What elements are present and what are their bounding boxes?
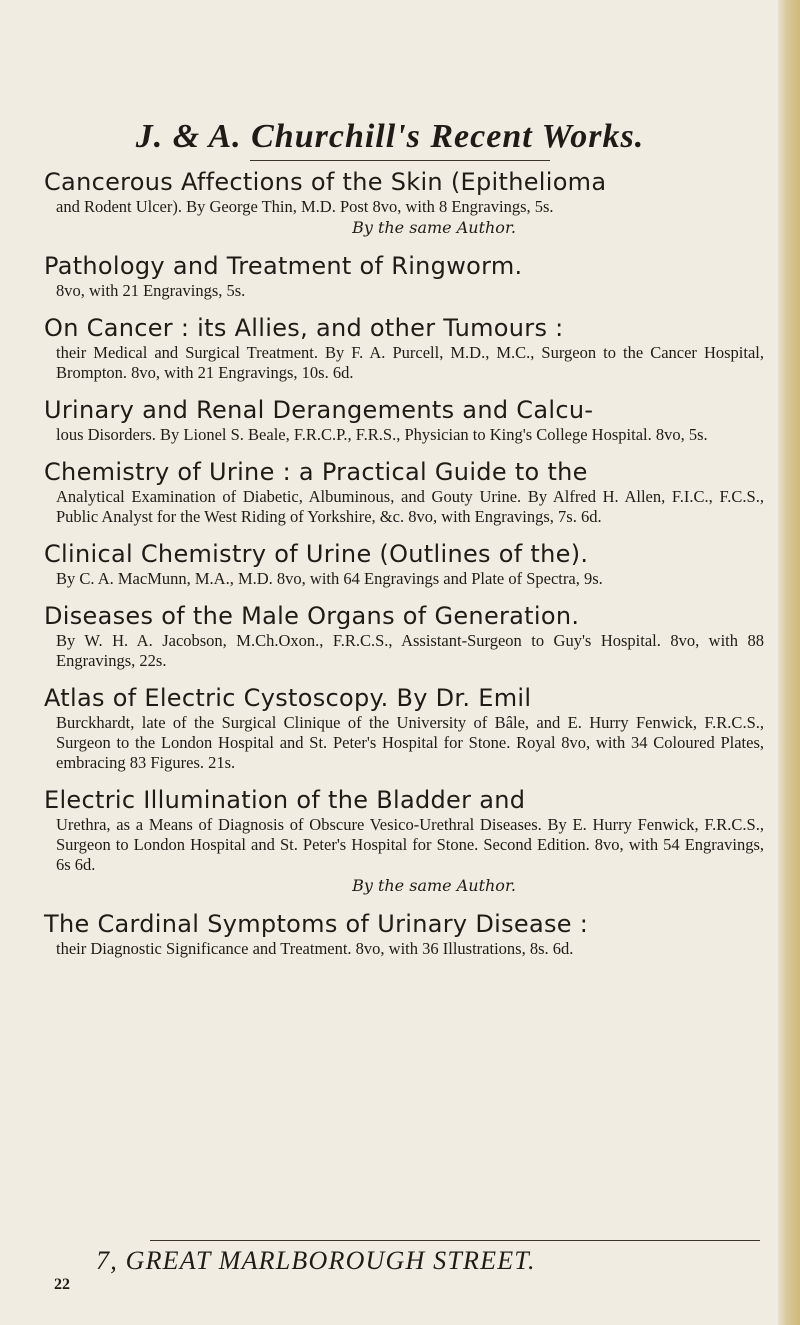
book-title: Diseases of the Male Organs of Generation. [44, 602, 580, 630]
publisher-address: 7, GREAT MARLBOROUGH STREET. [96, 1246, 536, 1275]
book-entry [44, 314, 764, 383]
book-title: Clinical Chemistry of Urine (Outlines of the). [44, 540, 589, 568]
book-entry [44, 786, 764, 897]
book-description: Burckhardt, late of the Surgical Clinique of the University of Bâle, and E. Hurry Fenwick, F.R.C.S., Surgeon to the London Hospital and St. Peter's Hospital for Stone. Royal 8vo, with 34 Coloured Plates, embracing 83 Figures. 21s. [56, 713, 764, 772]
book-description: 8vo, with 21 Engravings, 5s. [56, 281, 246, 300]
book-description: By W. H. A. Jacobson, M.Ch.Oxon., F.R.C.S., Assistant-Surgeon to Guy's Hospital. 8vo, with 88 Engravings, 22s. [56, 631, 764, 670]
book-title: Cancerous Affections of the Skin (Epithelioma [44, 168, 607, 196]
book-description: lous Disorders. By Lionel S. Beale, F.R.C.P., F.R.S., Physician to King's College Hospital. 8vo, 5s. [56, 425, 708, 444]
same-author-note: By the same Author. [352, 218, 516, 237]
book-title: Urinary and Renal Derangements and Calcu- [44, 396, 594, 424]
book-entry [44, 684, 764, 773]
book-title: Atlas of Electric Cystoscopy. By Dr. Emil [44, 684, 532, 712]
book-title: The Cardinal Symptoms of Urinary Disease : [44, 910, 589, 938]
book-entry [44, 252, 764, 301]
book-list [44, 168, 764, 972]
book-description: Urethra, as a Means of Diagnosis of Obscure Vesico-Urethral Diseases. By E. Hurry Fenwick, F.R.C.S., Surgeon to London Hospital and St. Peter's Hospital for Stone. Second Edition. 8vo, with 54 Engravings, 6s 6d. [56, 815, 764, 874]
book-entry [44, 602, 764, 671]
book-description: and Rodent Ulcer). By George Thin, M.D. Post 8vo, with 8 Engravings, 5s. [56, 197, 554, 216]
book-title: On Cancer : its Allies, and other Tumours : [44, 314, 564, 342]
page-edge [778, 0, 800, 1325]
book-entry [44, 168, 764, 239]
book-title: Electric Illumination of the Bladder and [44, 786, 526, 814]
book-title: Pathology and Treatment of Ringworm. [44, 252, 523, 280]
book-title: Chemistry of Urine : a Practical Guide to the [44, 458, 588, 486]
footer-rule [150, 1240, 760, 1241]
book-entry [44, 458, 764, 527]
book-entry [44, 910, 764, 959]
page-number: 22 [54, 1276, 70, 1293]
running-header: J. & A. Churchill's Recent Works. [135, 118, 645, 155]
same-author-note: By the same Author. [352, 876, 516, 895]
book-entry [44, 396, 764, 445]
book-description: their Medical and Surgical Treatment. By F. A. Purcell, M.D., M.C., Surgeon to the Cancer Hospital, Brompton. 8vo, with 21 Engravings, 10s. 6d. [56, 343, 764, 382]
book-description: By C. A. MacMunn, M.A., M.D. 8vo, with 64 Engravings and Plate of Spectra, 9s. [56, 569, 603, 588]
header-rule [250, 160, 550, 161]
book-entry [44, 540, 764, 589]
book-description: Analytical Examination of Diabetic, Albuminous, and Gouty Urine. By Alfred H. Allen, F.I.C., F.C.S., Public Analyst for the West Riding of Yorkshire, &c. 8vo, with Engravings, 7s. 6d. [56, 487, 764, 526]
book-description: their Diagnostic Significance and Treatment. 8vo, with 36 Illustrations, 8s. 6d. [56, 939, 574, 958]
